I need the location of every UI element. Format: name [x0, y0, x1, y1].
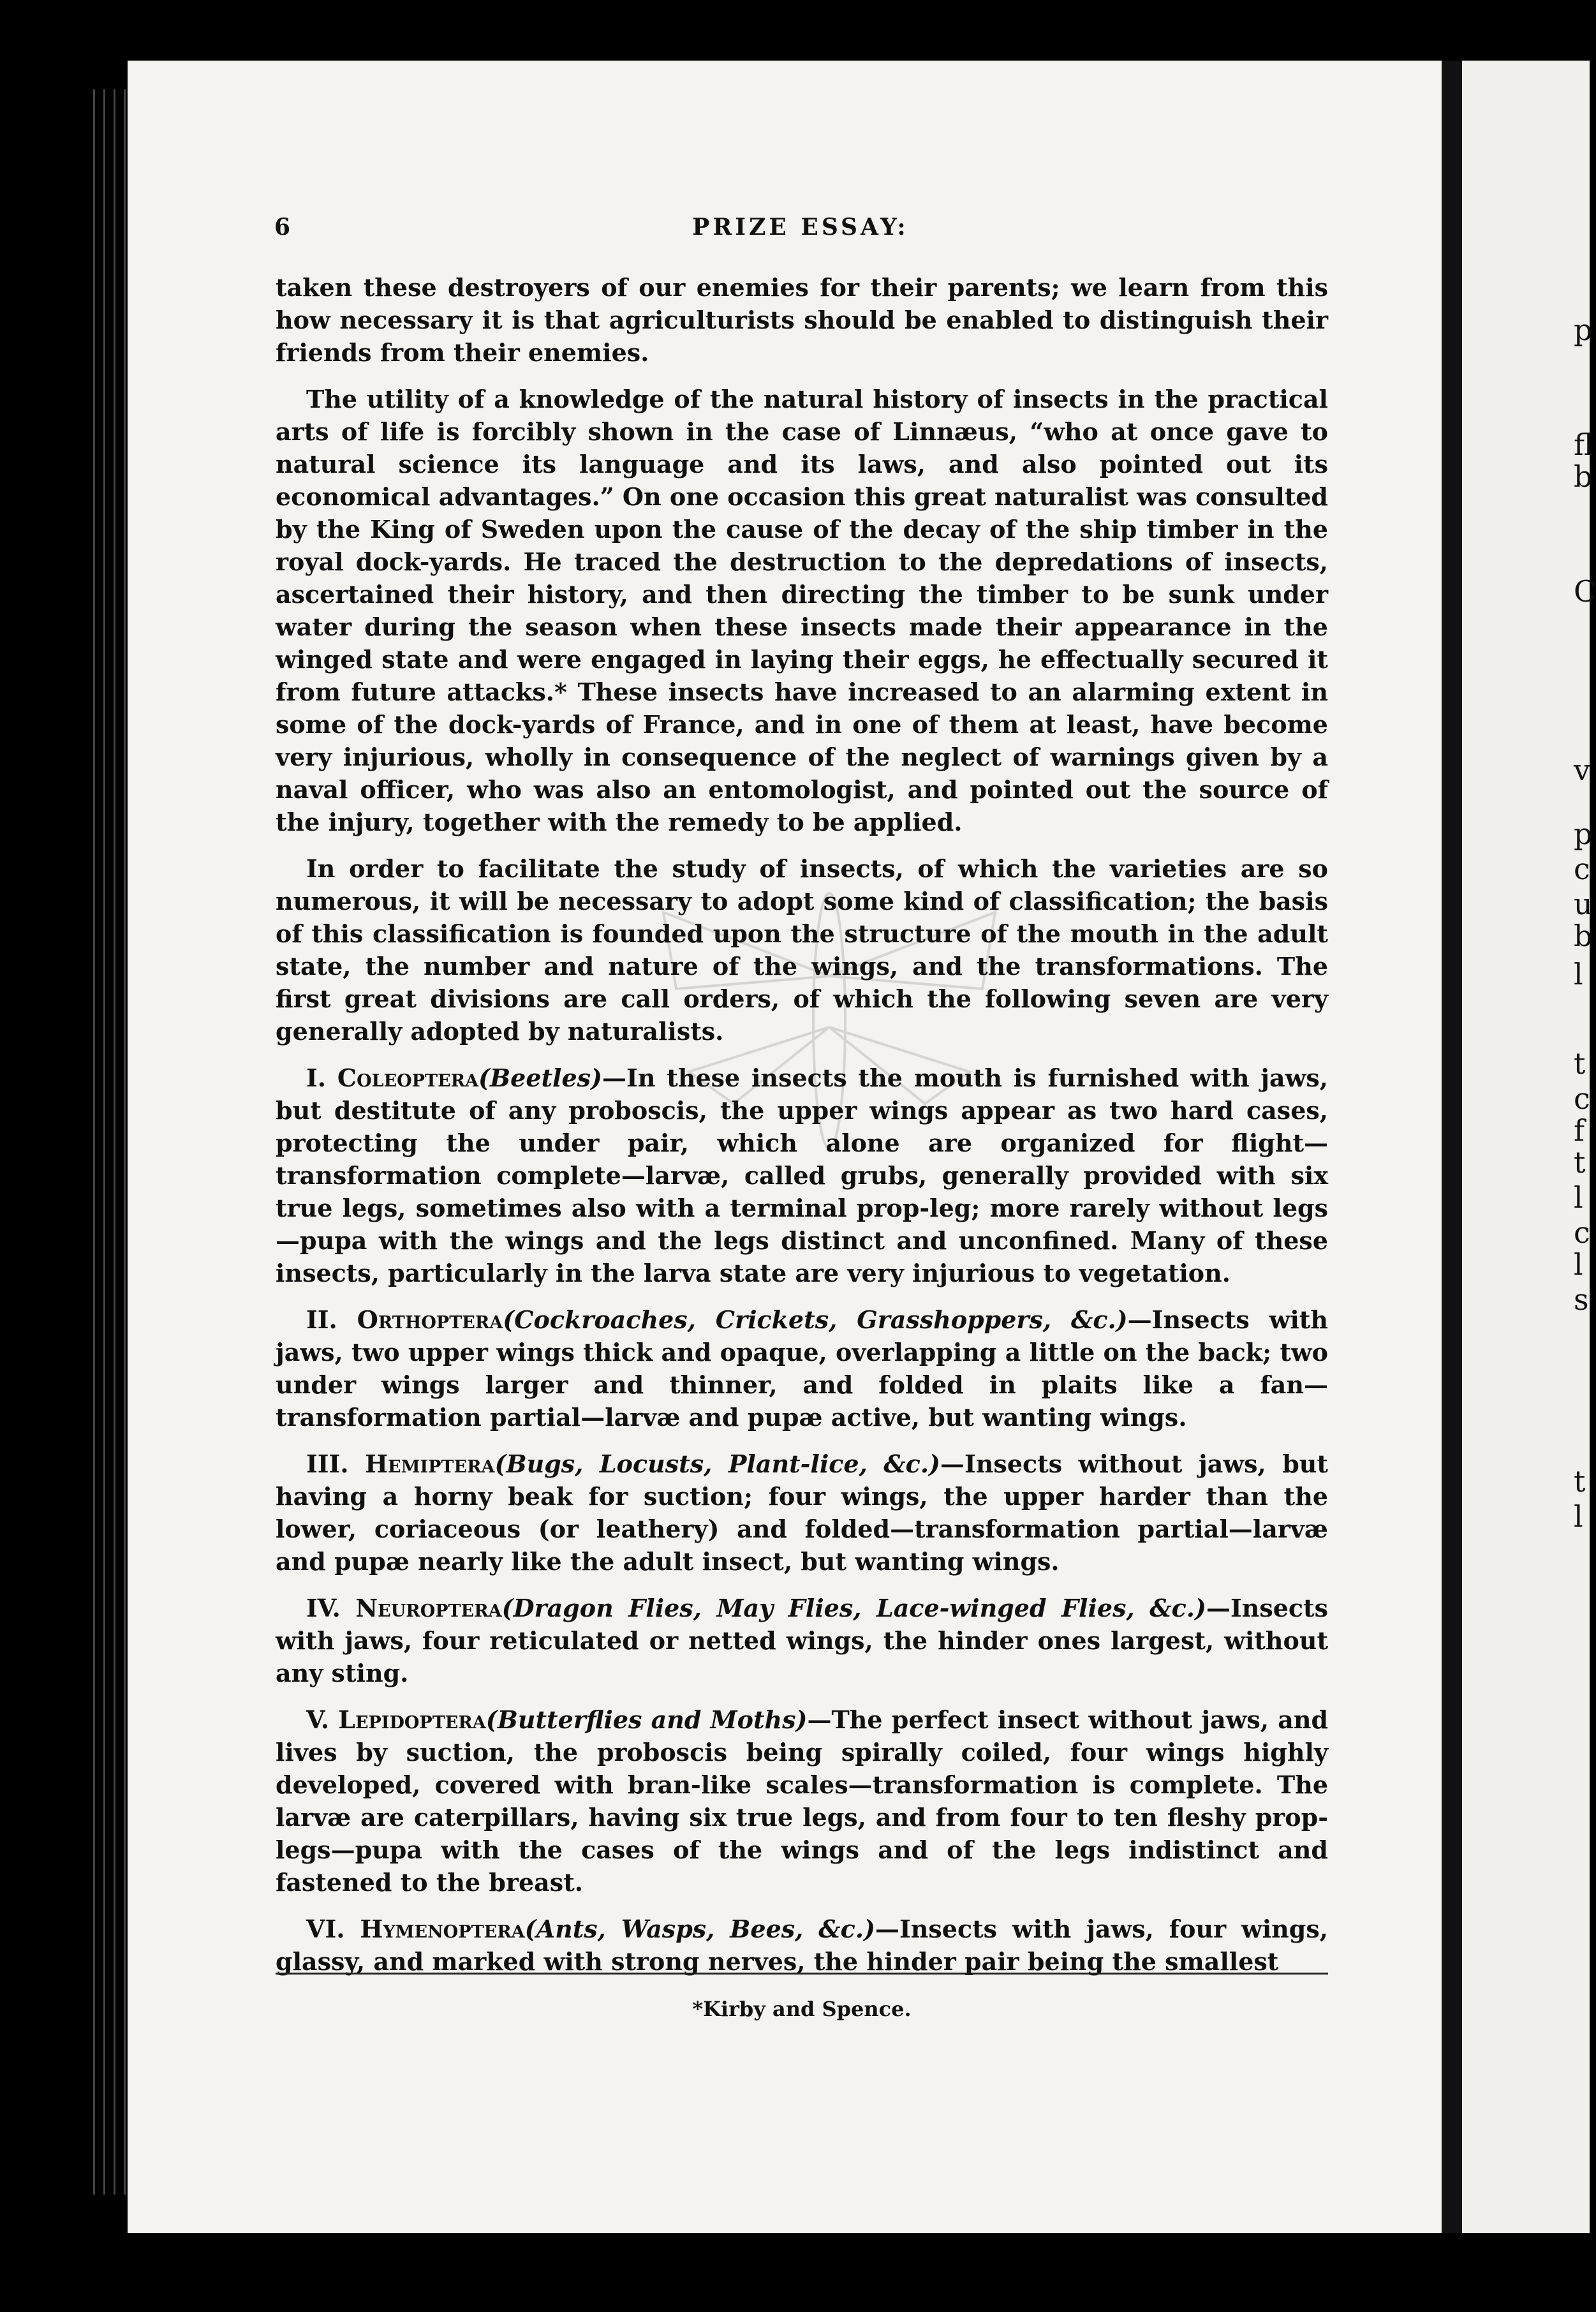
facing-page-letter: c: [1574, 1081, 1590, 1116]
facing-page-letter: b: [1574, 919, 1593, 953]
facing-page-letter: t: [1574, 1046, 1586, 1081]
order-entry-hemiptera: [276, 1448, 1328, 1578]
facing-page-letter: u: [1574, 887, 1593, 921]
order-common-names: (Butterflies and Moths): [485, 1705, 808, 1734]
order-numeral: III.: [306, 1449, 349, 1478]
order-name: Hemiptera: [365, 1449, 495, 1478]
order-name: Neuroptera: [355, 1594, 502, 1622]
facing-page-letter: c: [1574, 1215, 1590, 1250]
binding-edge: [0, 0, 134, 2312]
facing-page-letter: s: [1574, 1282, 1589, 1317]
paragraph-continuation: taken these destroyers of our enemies for their parents; we learn from this how necessary it is that agriculturists should be enabled to distinguish their friends from their enemies.: [276, 273, 1328, 367]
facing-page-edge: [1462, 61, 1596, 2233]
footnote: *Kirby and Spence.: [692, 1997, 912, 2021]
facing-page-letter: p: [1574, 817, 1593, 851]
facing-page-letter: c: [1574, 852, 1590, 886]
facing-page-letter: t: [1574, 1464, 1586, 1499]
facing-page-letter: p: [1574, 313, 1593, 347]
facing-page-letter: fl: [1574, 427, 1593, 462]
order-description: —Insects without jaws, but having a horny beak for suction; four wings, the upper harder than the lower, coriaceous (or leathery) and folded—transformation partial—larvæ and pupæ nearly like the adult insect, but wanting wings.: [276, 1449, 1328, 1576]
order-common-names: (Ants, Wasps, Bees, &c.): [524, 1915, 875, 1943]
facing-page-letter: l: [1574, 1499, 1583, 1534]
order-entry-neuroptera: [276, 1592, 1328, 1689]
order-entry-hymenoptera: [276, 1913, 1328, 1978]
order-numeral: IV.: [306, 1594, 341, 1622]
order-numeral: I.: [306, 1063, 327, 1092]
facing-page-letter: b: [1574, 459, 1593, 494]
order-common-names: (Cockroaches, Crickets, Grasshoppers, &c.): [503, 1305, 1128, 1334]
order-name: Orthoptera: [357, 1305, 503, 1334]
order-name: Lepidoptera: [338, 1705, 486, 1734]
facing-page-letter: l: [1574, 1247, 1583, 1282]
order-name: Coleoptera: [337, 1063, 479, 1092]
page-stack-edges: [89, 89, 128, 2195]
order-description: —Insects with jaws, two upper wings thick and opaque, overlapping a little on the back; two under wings larger and thinner, and folded in plaits like a fan—transformation partial—larvæ and pupæ active, but wanting wings.: [276, 1305, 1328, 1432]
order-description: —Insects with jaws, four wings, glassy, and marked with strong nerves, the hinder pair being the smallest: [276, 1915, 1328, 1976]
order-common-names: (Beetles): [478, 1063, 603, 1092]
book-gutter: [1442, 61, 1462, 2233]
order-entry-lepidoptera: [276, 1703, 1328, 1899]
order-numeral: V.: [306, 1705, 330, 1734]
paragraph-classification: In order to facilitate the study of insects, of which the varieties are so numerous, it will be necessary to adopt some kind of classification; the basis of this classification is founded upon the structure of the mouth in the adult state, the number and nature of the wings, and the transformations. The first great divisions are call orders, of which the following seven are very generally adopted by naturalists.: [276, 854, 1328, 1046]
page-number: 6: [274, 214, 294, 241]
order-common-names: (Dragon Flies, May Flies, Lace-winged Flies, &c.): [501, 1594, 1206, 1622]
footnote-divider: [276, 1973, 1328, 1975]
order-common-names: (Bugs, Locusts, Plant-lice, &c.): [494, 1449, 941, 1478]
order-description: —The perfect insect without jaws, and lives by suction, the proboscis being spirally coiled, four wings highly developed, covered with bran-like scales—transformation is complete. The larvæ are caterpillars, having six true legs, and from four to ten fleshy prop-legs—pupa with the cases of the wings and of the legs indistinct and fastened to the breast.: [276, 1705, 1329, 1897]
facing-page-letter: l: [1574, 1180, 1583, 1215]
running-title: PRIZE ESSAY:: [692, 214, 909, 241]
order-entry-orthoptera: [276, 1303, 1328, 1434]
facing-page-letter: l: [1574, 957, 1583, 991]
order-description: —In these insects the mouth is furnished with jaws, but destitute of any proboscis, the upper wings appear as two hard cases, protecting the under pair, which alone are organized for flight—transformation complete—larvæ, called grubs, generally provided with six true legs, sometimes also with a terminal prop-leg; more rarely without legs—pupa with the wings and the legs distinct and unconfined. Many of these insects, particularly in the larva state are very injurious to vegetation.: [276, 1063, 1328, 1287]
order-numeral: II.: [306, 1305, 337, 1334]
facing-page-letter: v: [1574, 753, 1590, 787]
order-name: Hymenoptera: [360, 1915, 525, 1943]
facing-page-letter: t: [1574, 1145, 1586, 1180]
order-numeral: VI.: [306, 1915, 345, 1943]
facing-page-letter: f: [1574, 1113, 1585, 1148]
paragraph-linnaeus: The utility of a knowledge of the natural history of insects in the practical arts of life is forcibly shown in the case of Linnæus, “who at once gave to natural science its language and its laws, and also pointed out its economical advantages.” On one occasion this great naturalist was consulted by the King of Sweden upon the cause of the decay of the ship timber in the royal dock-yards. He traced the destruction to the depredations of insects, ascertained their history, and then directing the timber to be sunk under water during the season when these insects made their appearance in the winged state and were engaged in laying their eggs, he effectually secured it from future attacks.* These insects have increased to an alarming extent in some of the dock-yards of France, and in one of them at least, have become very injurious, wholly in consequence of the neglect of warnings given by a naval officer, who was also an entomologist, and pointed out the source of the injury, together with the remedy to be applied.: [276, 385, 1328, 836]
order-description: —Insects with jaws, four reticulated or netted wings, the hinder ones largest, without any sting.: [276, 1594, 1328, 1687]
running-head: [274, 214, 1327, 246]
facing-page-letter: C: [1574, 574, 1596, 609]
order-entry-coleoptera: [276, 1062, 1328, 1289]
body-text: [276, 271, 1328, 1992]
